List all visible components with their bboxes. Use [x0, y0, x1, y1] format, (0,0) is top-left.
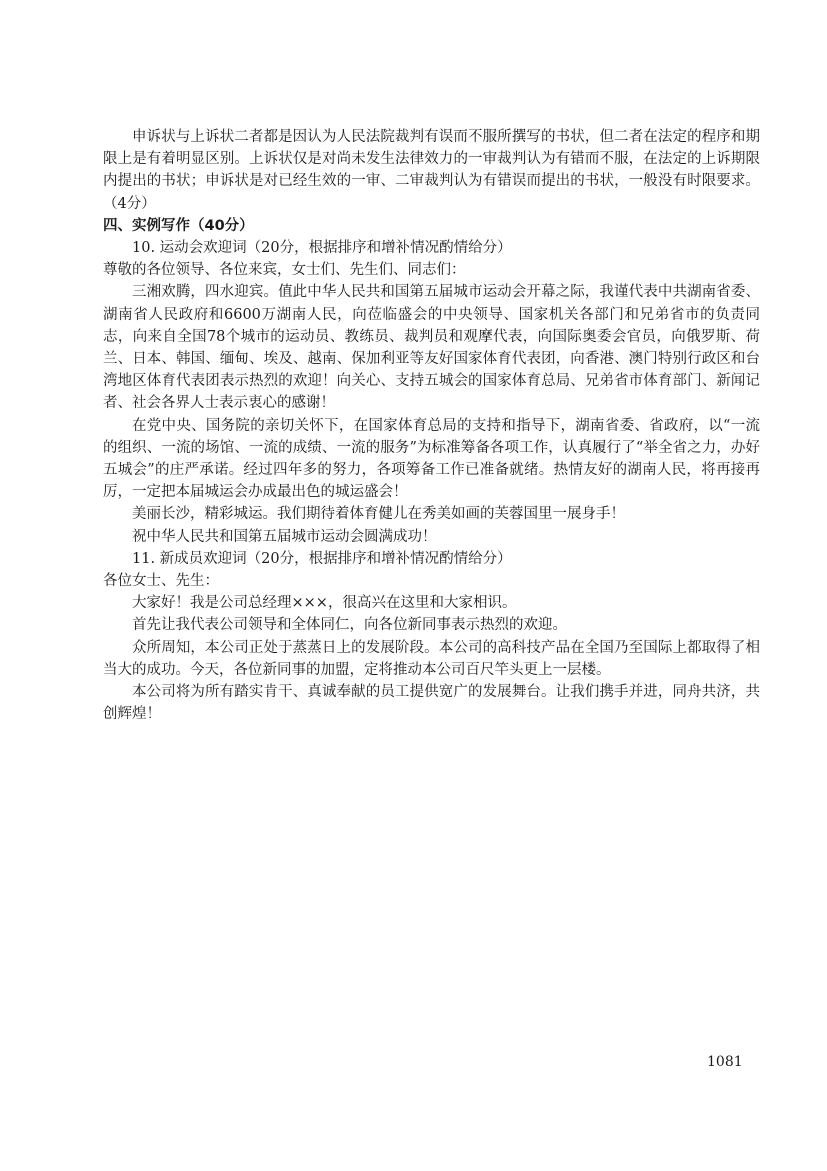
- paragraph-sports-blessing: 祝中华人民共和国第五届城市运动会圆满成功！: [132, 528, 437, 545]
- paragraph-appeal-comparison: 申诉状与上诉状二者都是因认为人民法院裁判有误而不服所撰写的书状，但二者在法定的程序和期限上是有着明显区别。上诉状仅是对尚未发生法律效力的一审裁判认为有错而不服，在法定的上诉期限内提出的书状；申诉状是对已经生效的一审、二审裁判认为有错误而提出的书状，一般没有时限要求。（4分）: [103, 129, 760, 212]
- paragraph-welcome: 首先让我代表公司领导和全体同仁，向各位新同事表示热烈的欢迎。: [132, 617, 567, 634]
- paragraph-greeting: 大家好！我是公司总经理×××，很高兴在这里和大家相识。: [132, 595, 517, 612]
- paragraph-sports-welcome: 三湘欢腾，四水迎宾。值此中华人民共和国第五届城市运动会开幕之际，我谨代表中共湖南省委、湖南省人民政府和6600万湖南人民，向莅临盛会的中央领导、国家机关各部门和兄弟省市的负责同志，向来自全国78个城市的运动员、教练员、裁判员和观摩代表，向国际奥委会官员，向俄罗斯、荷兰、日本、韩国、缅甸、埃及、越南、保加利亚等友好国家体育代表团，向香港、澳门特别行政区和台湾地区体育代表团表示热烈的欢迎！向关心、支持五城会的国家体育总局、兄弟省市体育部门、新闻记者、社会各界人士表示衷心的感谢！: [103, 284, 760, 412]
- paragraph-sports-expectation: 美丽长沙，精彩城运。我们期待着体育健儿在秀美如画的芙蓉国里一展身手！: [132, 506, 625, 523]
- paragraph-company-vision: 本公司将为所有踏实肯干、真诚奉献的员工提供宽广的发展舞台。让我们携手并进，同舟共济，共创辉煌！: [103, 684, 760, 723]
- page-number: 1081: [707, 1054, 743, 1070]
- paragraph-sports-preparation: 在党中央、国务院的亲切关怀下，在国家体育总局的支持和指导下，湖南省委、省政府，以“一流的组织、一流的场馆、一流的成绩、一流的服务”为标准筹备各项工作，认真履行了“举全省之力，办好五城会”的庄严承诺。经过四年多的努力，各项筹备工作已准备就绪。热情友好的湖南人民，将再接再厉，一定把本届城运会办成最出色的城运盛会！: [103, 417, 760, 501]
- question-11-title: 11. 新成员欢迎词（20分，根据排序和增补情况酌情给分）: [132, 550, 512, 567]
- document-body: [103, 126, 760, 725]
- speech-salutation-new-members: 各位女士、先生：: [103, 573, 219, 590]
- speech-salutation-sports: 尊敬的各位领导、各位来宾，女士们、先生们、同志们：: [103, 262, 466, 279]
- section-heading-practical-writing: 四、实例写作（40分）: [103, 217, 254, 234]
- paragraph-company-status: 众所周知，本公司正处于蒸蒸日上的发展阶段。本公司的高科技产品在全国乃至国际上都取得了相当大的成功。今天，各位新同事的加盟，定将推动本公司百尺竿头更上一层楼。: [103, 639, 760, 678]
- question-10-title: 10. 运动会欢迎词（20分，根据排序和增补情况酌情给分）: [132, 240, 512, 257]
